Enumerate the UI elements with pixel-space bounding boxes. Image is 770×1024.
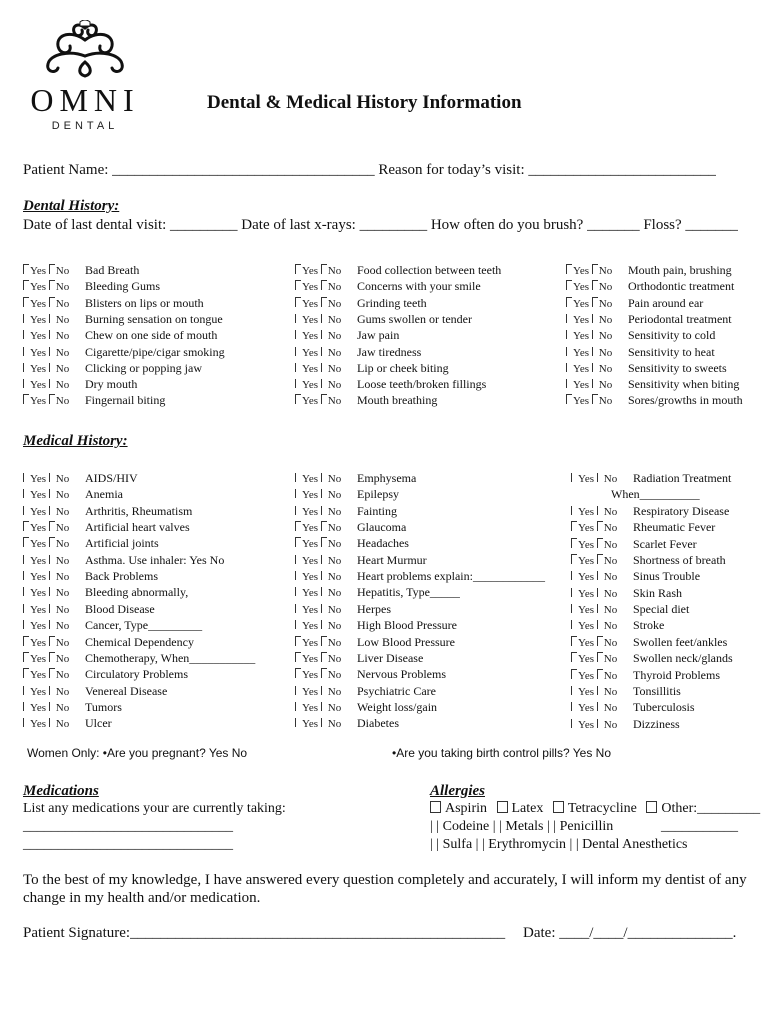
dental-row[interactable]: [566, 392, 743, 408]
dental-row[interactable]: [23, 278, 160, 294]
yes-no-checkbox[interactable]: Yes No: [295, 536, 357, 552]
condition-label: Cancer, Type_________: [85, 618, 203, 633]
condition-label: Chemotherapy, When___________: [85, 650, 256, 665]
condition-label: Sensitivity to heat: [628, 344, 715, 359]
medical-row[interactable]: [295, 650, 423, 666]
condition-label: Jaw tiredness: [357, 344, 422, 359]
dental-row[interactable]: [295, 376, 486, 392]
aspirin-label: Aspirin: [445, 801, 487, 816]
medical-row-radiation[interactable]: [571, 470, 731, 486]
yes-no-checkbox[interactable]: Yes No: [295, 684, 357, 700]
medical-row[interactable]: [23, 552, 224, 568]
condition-label: Orthodontic treatment: [628, 279, 735, 294]
radiation-when-field[interactable]: When__________: [611, 487, 700, 501]
condition-label: Concerns with your smile: [357, 279, 481, 294]
dental-row[interactable]: [295, 392, 437, 408]
medical-row[interactable]: [571, 683, 681, 699]
condition-label: Dizziness: [633, 716, 680, 731]
condition-label: Burning sensation on tongue: [85, 311, 223, 326]
yes-no-checkbox[interactable]: Yes No: [295, 700, 357, 716]
dental-row[interactable]: [295, 295, 427, 311]
yes-no-checkbox[interactable]: Yes No: [23, 684, 85, 700]
dental-row[interactable]: [566, 376, 739, 392]
condition-label: Asthma. Use inhaler: Yes No: [85, 552, 225, 567]
yes-no-checkbox[interactable]: Yes No: [571, 700, 633, 716]
condition-label: Periodontal treatment: [628, 311, 732, 326]
medical-row[interactable]: [571, 519, 715, 535]
medical-row[interactable]: [23, 519, 190, 535]
medical-row[interactable]: [23, 535, 159, 551]
omni-dental-logo: [20, 20, 150, 130]
dental-row[interactable]: [566, 311, 732, 327]
yes-no-checkbox[interactable]: Yes No: [23, 651, 85, 667]
condition-label: Glaucoma: [357, 520, 407, 535]
yes-no-checkbox[interactable]: Yes No: [295, 345, 357, 361]
yes-no-checkbox[interactable]: Yes No: [295, 504, 357, 520]
medications-line-2[interactable]: ______________________________: [23, 837, 233, 852]
condition-label: Cigarette/pipe/cigar smoking: [85, 344, 225, 359]
dental-row[interactable]: [295, 278, 481, 294]
yes-no-checkbox[interactable]: Yes No: [571, 602, 633, 618]
yes-no-checkbox[interactable]: Yes No: [571, 569, 633, 585]
condition-label: Sensitivity to sweets: [628, 360, 727, 375]
yes-no-checkbox[interactable]: Yes No: [295, 471, 357, 487]
tetracycline-label: Tetracycline: [567, 801, 637, 816]
condition-label: Low Blood Pressure: [357, 634, 455, 649]
yes-no-checkbox[interactable]: Yes No: [295, 618, 357, 634]
condition-label: Tonsillitis: [633, 683, 681, 698]
patient-name-line[interactable]: Patient Name: ___________________________________ Reason for today’s visit: _________________________: [23, 162, 716, 178]
yes-no-checkbox[interactable]: Yes No: [566, 393, 628, 409]
condition-label: Heart problems explain:____________: [357, 569, 545, 584]
yes-no-checkbox[interactable]: Yes No: [23, 602, 85, 618]
yes-no-checkbox[interactable]: Yes No: [571, 504, 633, 520]
medical-row[interactable]: [295, 683, 436, 699]
medical-row[interactable]: [295, 552, 427, 568]
medical-row[interactable]: [23, 634, 194, 650]
condition-label: Sores/growths in mouth: [628, 393, 743, 408]
allergies-row-3-label: Sulfa | | Erythromycin | | Dental Anesthetics: [442, 837, 688, 852]
condition-label: Swollen feet/ankles: [633, 634, 728, 649]
other-label: Other:_________: [661, 801, 761, 816]
yes-no-checkbox[interactable]: Yes No: [571, 471, 633, 487]
condition-label: Back Problems: [85, 569, 158, 584]
dental-row[interactable]: [23, 392, 165, 408]
yes-no-checkbox[interactable]: Yes No: [571, 635, 633, 651]
latex-label: Latex: [511, 801, 544, 816]
medical-row[interactable]: [23, 503, 192, 519]
yes-no-checkbox[interactable]: Yes No: [23, 328, 85, 344]
yes-no-checkbox[interactable]: Yes No: [23, 520, 85, 536]
yes-no-checkbox[interactable]: Yes No: [295, 487, 357, 503]
dental-row[interactable]: [23, 344, 225, 360]
condition-label: AIDS/HIV: [85, 471, 138, 485]
medications-prompt: List any medications your are currently taking:: [23, 801, 286, 816]
medical-row[interactable]: [571, 536, 697, 552]
medical-row[interactable]: [23, 666, 188, 682]
yes-no-checkbox[interactable]: Yes No: [23, 279, 85, 295]
condition-label: Tuberculosis: [633, 700, 695, 715]
condition-label: Hepatitis, Type_____: [357, 585, 460, 600]
date-line[interactable]: Date: ____/____/______________.: [523, 925, 737, 941]
pregnancy-question[interactable]: Women Only: •Are you pregnant? Yes No: [27, 746, 248, 760]
yes-no-checkbox[interactable]: Yes No: [566, 361, 628, 377]
medications-heading: Medications: [23, 783, 99, 799]
medical-row[interactable]: [571, 650, 733, 666]
medical-row[interactable]: [571, 699, 695, 715]
dental-row[interactable]: [23, 376, 137, 392]
condition-label: Swollen neck/glands: [633, 651, 733, 666]
yes-no-checkbox[interactable]: Yes No: [295, 651, 357, 667]
yes-no-checkbox[interactable]: Yes No: [23, 618, 85, 634]
condition-label: Artificial heart valves: [85, 520, 190, 535]
dental-row[interactable]: [566, 295, 703, 311]
dental-row[interactable]: [566, 344, 715, 360]
condition-label: High Blood Pressure: [357, 618, 457, 633]
allergies-row-1[interactable]: [430, 801, 760, 817]
condition-label: Diabetes: [357, 716, 399, 731]
medical-row[interactable]: [295, 617, 457, 633]
condition-label: Sensitivity to cold: [628, 328, 716, 343]
yes-no-checkbox[interactable]: Yes No: [295, 520, 357, 536]
yes-no-checkbox[interactable]: Yes No: [295, 328, 357, 344]
dental-row[interactable]: [295, 311, 472, 327]
medical-row[interactable]: [295, 535, 409, 551]
condition-label: Dry mouth: [85, 377, 138, 392]
medical-row[interactable]: [295, 568, 545, 584]
medications-line-1[interactable]: ______________________________: [23, 819, 233, 834]
yes-no-checkbox[interactable]: Yes No: [295, 296, 357, 312]
yes-no-checkbox[interactable]: Yes No: [295, 553, 357, 569]
dental-row[interactable]: [295, 360, 449, 376]
yes-no-checkbox[interactable]: Yes No: [23, 667, 85, 683]
allergy-checkbox[interactable]: | |: [430, 819, 443, 834]
yes-no-checkbox[interactable]: Yes No: [23, 393, 85, 409]
condition-label: Sensitivity when biting: [628, 377, 740, 392]
dental-row[interactable]: [566, 327, 715, 343]
logo-subtitle: DENTAL: [51, 120, 119, 132]
medical-row[interactable]: [23, 601, 155, 617]
yes-no-checkbox[interactable]: Yes No: [23, 635, 85, 651]
yes-no-checkbox[interactable]: Yes No: [23, 716, 85, 732]
condition-label: Blood Disease: [85, 601, 155, 616]
yes-no-checkbox[interactable]: Yes No: [566, 345, 628, 361]
condition-label: Pain around ear: [628, 295, 704, 310]
condition-label: Gums swollen or tender: [357, 311, 472, 326]
aspirin-checkbox[interactable]: [430, 801, 441, 813]
medical-row[interactable]: [23, 617, 202, 633]
medical-row[interactable]: [23, 699, 122, 715]
dental-row[interactable]: [566, 278, 734, 294]
condition-label: Bleeding Gums: [85, 279, 160, 294]
yes-no-checkbox[interactable]: Yes No: [295, 312, 357, 328]
condition-label: Chemical Dependency: [85, 634, 194, 649]
condition-label: Scarlet Fever: [633, 536, 697, 551]
condition-label: Fingernail biting: [85, 393, 166, 408]
medical-row[interactable]: [571, 552, 726, 568]
condition-label: Grinding teeth: [357, 295, 427, 310]
condition-label: Bad Breath: [85, 263, 140, 277]
dental-row[interactable]: [295, 262, 501, 278]
condition-label: Emphysema: [357, 471, 417, 485]
yes-no-checkbox[interactable]: Yes No: [23, 345, 85, 361]
condition-label: Psychiatric Care: [357, 683, 436, 698]
medical-row[interactable]: [571, 667, 720, 683]
dental-row[interactable]: [23, 311, 223, 327]
medical-row[interactable]: [23, 683, 167, 699]
condition-label: Ulcer: [85, 716, 112, 731]
dental-history-heading: Dental History:: [23, 198, 120, 214]
yes-no-checkbox[interactable]: Yes No: [23, 487, 85, 503]
yes-no-checkbox[interactable]: Yes No: [566, 279, 628, 295]
medical-row[interactable]: [295, 601, 391, 617]
medical-row[interactable]: [295, 699, 437, 715]
condition-label: Circulatory Problems: [85, 667, 188, 682]
yes-no-checkbox[interactable]: Yes No: [571, 684, 633, 700]
medical-row[interactable]: [295, 519, 406, 535]
condition-label: Venereal Disease: [85, 683, 168, 698]
medical-row[interactable]: [295, 470, 416, 486]
consent-statement: To the best of my knowledge, I have answered every question completely and accurately, I will inform my dentist of any change in my health and/or medication.: [23, 872, 747, 906]
yes-no-checkbox[interactable]: Yes No: [23, 471, 85, 487]
yes-no-checkbox[interactable]: Yes No: [571, 651, 633, 667]
yes-no-checkbox[interactable]: Yes No: [23, 585, 85, 601]
yes-no-checkbox[interactable]: Yes No: [295, 635, 357, 651]
yes-no-checkbox[interactable]: Yes No: [571, 520, 633, 536]
medical-row[interactable]: [571, 503, 729, 519]
allergies-row-3[interactable]: [430, 837, 688, 853]
yes-no-checkbox[interactable]: Yes No: [295, 667, 357, 683]
yes-no-checkbox[interactable]: Yes No: [23, 361, 85, 377]
yes-no-checkbox[interactable]: Yes No: [566, 263, 628, 279]
condition-label: Rheumatic Fever: [633, 520, 716, 535]
allergies-row-2[interactable]: [430, 819, 613, 835]
yes-no-checkbox[interactable]: Yes No: [295, 361, 357, 377]
condition-label: Epilepsy: [357, 487, 399, 502]
condition-label: Special diet: [633, 602, 690, 617]
yes-no-checkbox[interactable]: Yes No: [571, 537, 633, 553]
condition-label: Clicking or popping jaw: [85, 360, 202, 375]
dental-row[interactable]: [23, 360, 202, 376]
yes-no-checkbox[interactable]: Yes No: [23, 312, 85, 328]
dental-row[interactable]: [295, 344, 421, 360]
medical-row[interactable]: [571, 634, 727, 650]
medical-row[interactable]: [571, 568, 700, 584]
condition-label: Heart Murmur: [357, 552, 427, 567]
condition-label: Respiratory Disease: [633, 504, 730, 518]
yes-no-checkbox[interactable]: Yes No: [23, 504, 85, 520]
yes-no-checkbox[interactable]: Yes No: [23, 553, 85, 569]
condition-label: Jaw pain: [357, 328, 400, 343]
condition-label: Liver Disease: [357, 650, 424, 665]
condition-label: Arthritis, Rheumatism: [85, 503, 193, 518]
condition-label: Shortness of breath: [633, 553, 726, 568]
condition-label: Fainting: [357, 503, 398, 518]
condition-label: Tumors: [85, 699, 122, 714]
condition-label: Stroke: [633, 618, 665, 633]
medical-row[interactable]: [571, 716, 680, 732]
dental-row[interactable]: [566, 262, 732, 278]
medical-row[interactable]: [23, 650, 255, 666]
yes-no-checkbox[interactable]: Yes No: [23, 296, 85, 312]
condition-label: Loose teeth/broken fillings: [357, 377, 487, 392]
allergies-heading: Allergies: [430, 783, 485, 799]
yes-no-checkbox[interactable]: Yes No: [295, 716, 357, 732]
condition-label: Bleeding abnormally,: [85, 585, 189, 600]
yes-no-checkbox[interactable]: Yes No: [295, 279, 357, 295]
birth-control-question[interactable]: •Are you taking birth control pills? Yes No: [392, 746, 611, 760]
condition-label: Artificial joints: [85, 536, 159, 551]
medical-row[interactable]: [295, 666, 446, 682]
condition-label: Chew on one side of mouth: [85, 328, 218, 343]
yes-no-checkbox[interactable]: Yes No: [23, 377, 85, 393]
dental-row[interactable]: [23, 295, 204, 311]
allergies-other-line[interactable]: ___________: [661, 819, 738, 834]
yes-no-checkbox[interactable]: Yes No: [295, 602, 357, 618]
form-title: Dental & Medical History Information: [207, 92, 522, 113]
medical-row[interactable]: [23, 470, 138, 486]
condition-label: Food collection between teeth: [357, 263, 502, 277]
dental-row[interactable]: [295, 327, 399, 343]
yes-no-checkbox[interactable]: Yes No: [566, 296, 628, 312]
condition-label: Nervous Problems: [357, 667, 446, 682]
medical-row[interactable]: [295, 503, 397, 519]
condition-label: Anemia: [85, 487, 123, 502]
yes-no-checkbox[interactable]: Yes No: [571, 618, 633, 634]
yes-no-checkbox[interactable]: Yes No: [566, 328, 628, 344]
logo-wordmark: OMNI: [30, 82, 140, 118]
condition-label: Herpes: [357, 601, 391, 616]
condition-label: Headaches: [357, 536, 409, 551]
medical-row[interactable]: [23, 568, 158, 584]
patient-signature-line[interactable]: Patient Signature:__________________________________________________: [23, 925, 506, 941]
medical-row[interactable]: [571, 601, 689, 617]
latex-checkbox[interactable]: [497, 801, 508, 813]
condition-label: Skin Rash: [633, 585, 683, 600]
yes-no-checkbox[interactable]: Yes No: [571, 586, 633, 602]
allergy-checkbox[interactable]: | |: [430, 837, 443, 852]
dental-row[interactable]: [23, 327, 217, 343]
condition-label: Blisters on lips or mouth: [85, 295, 204, 310]
condition-label: Mouth pain, brushing: [628, 263, 732, 277]
condition-label: Thyroid Problems: [633, 667, 720, 682]
condition-label: Mouth breathing: [357, 393, 438, 408]
yes-no-checkbox[interactable]: Yes No: [295, 393, 357, 409]
ornament-icon: [42, 20, 128, 80]
yes-no-checkbox[interactable]: Yes No: [295, 263, 357, 279]
yes-no-checkbox[interactable]: Yes No: [571, 668, 633, 684]
yes-no-checkbox[interactable]: Yes No: [23, 700, 85, 716]
medical-row[interactable]: [571, 585, 682, 601]
medical-row[interactable]: [23, 584, 188, 600]
yes-no-checkbox[interactable]: Yes No: [295, 569, 357, 585]
dental-visit-line[interactable]: Date of last dental visit: _________ Date of last x-rays: _________ How often do you brush? _______ Floss? _______: [23, 217, 738, 233]
medical-row[interactable]: [295, 634, 455, 650]
dental-row[interactable]: [566, 360, 727, 376]
condition-label: Sinus Trouble: [633, 569, 701, 584]
medical-row[interactable]: [23, 486, 123, 502]
medical-history-heading: Medical History:: [23, 433, 128, 449]
condition-label: Weight loss/gain: [357, 699, 438, 714]
yes-no-checkbox[interactable]: Yes No: [571, 553, 633, 569]
yes-no-checkbox[interactable]: Yes No: [566, 312, 628, 328]
dental-row[interactable]: [23, 262, 139, 278]
tetracycline-checkbox[interactable]: [553, 801, 564, 813]
condition-label: Lip or cheek biting: [357, 360, 449, 375]
medical-row[interactable]: [295, 486, 399, 502]
other-checkbox[interactable]: [646, 801, 657, 813]
medical-row[interactable]: [571, 617, 664, 633]
yes-no-checkbox[interactable]: Yes No: [295, 377, 357, 393]
yes-no-checkbox[interactable]: Yes No: [566, 377, 628, 393]
yes-no-checkbox[interactable]: Yes No: [23, 536, 85, 552]
condition-label: Radiation Treatment: [633, 471, 732, 485]
allergies-row-2-label: Codeine | | Metals | | Penicillin: [442, 819, 614, 834]
yes-no-checkbox[interactable]: Yes No: [23, 263, 85, 279]
medical-row[interactable]: [23, 715, 112, 731]
medical-row[interactable]: [295, 584, 460, 600]
yes-no-checkbox[interactable]: Yes No: [23, 569, 85, 585]
yes-no-checkbox[interactable]: Yes No: [295, 585, 357, 601]
medical-row[interactable]: [295, 715, 399, 731]
yes-no-checkbox[interactable]: Yes No: [571, 717, 633, 733]
